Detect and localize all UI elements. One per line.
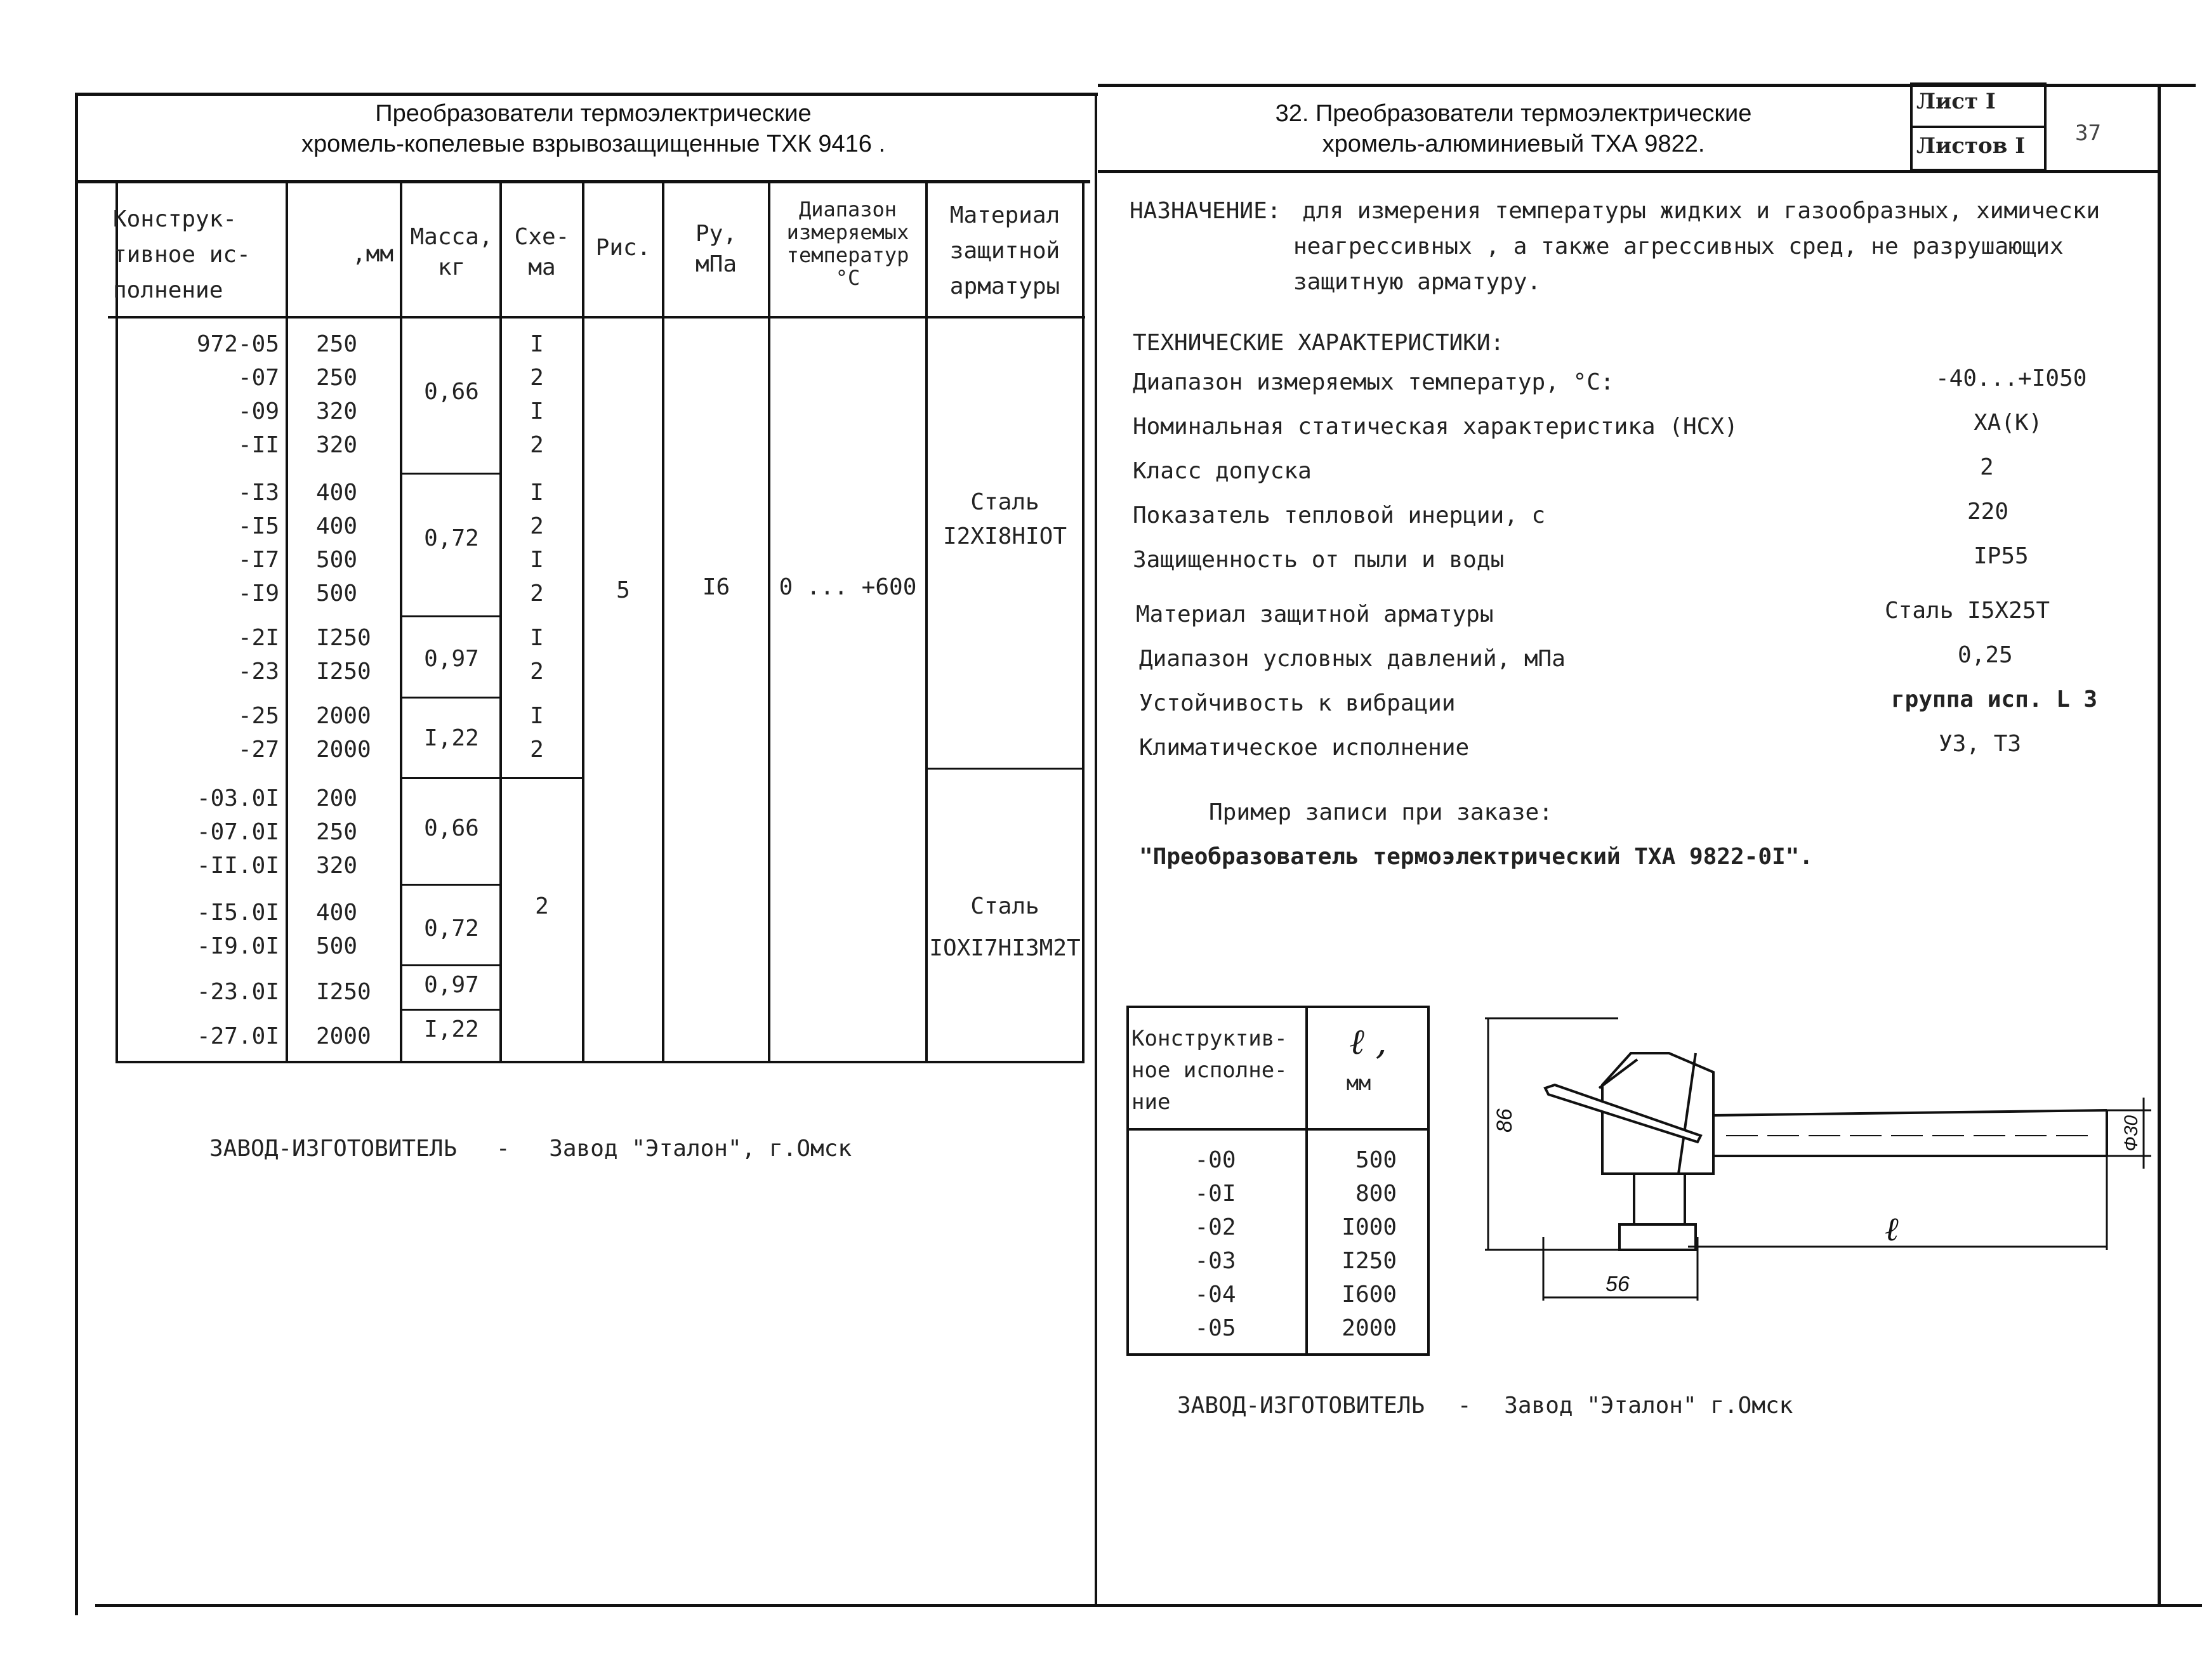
nut bbox=[1619, 1224, 1696, 1250]
lt-row-length: 500 bbox=[316, 933, 358, 959]
rt-row-length: I000 bbox=[1342, 1214, 1397, 1240]
lt-header-bottom bbox=[108, 316, 1085, 318]
lt-row-code: -27.0I bbox=[196, 1023, 279, 1049]
tech-item-label: Показатель тепловой инерции, с bbox=[1133, 502, 1546, 528]
lt-range: 0 ... +600 bbox=[779, 574, 917, 600]
lt-row-scheme: I bbox=[530, 480, 544, 506]
right-footer-dash: - bbox=[1457, 1393, 1472, 1419]
right-footer-label: ЗАВОД-ИЗГОТОВИТЕЛЬ bbox=[1177, 1393, 1425, 1419]
lt-mass-1: 0,66 bbox=[424, 379, 479, 405]
stem-top bbox=[1713, 1110, 2107, 1115]
lt-mass-sep-3 bbox=[400, 697, 502, 699]
lt-mass-sep-1 bbox=[400, 473, 502, 475]
page-number: 37 bbox=[2075, 121, 2101, 146]
sheet-lists: Листов I bbox=[1916, 133, 2026, 159]
lt-row-code: -07.0I bbox=[196, 819, 279, 845]
rt-head-construct-l2: ное исполне- bbox=[1131, 1058, 1288, 1083]
lt-scheme-sep bbox=[499, 777, 584, 779]
tech-item-label: Диапазон условных давлений, мПа bbox=[1139, 646, 1566, 672]
tech-item-label: Номинальная статическая характеристика (НСХ) bbox=[1133, 414, 1738, 440]
head-cap-line bbox=[1678, 1053, 1696, 1174]
rt-row-code: -0I bbox=[1194, 1181, 1236, 1207]
tech-item-value: ХА(К) bbox=[1974, 410, 2043, 436]
lt-mass-sep-6 bbox=[400, 964, 502, 966]
rt-row-code: -05 bbox=[1194, 1315, 1236, 1341]
lt-row-code: -09 bbox=[237, 398, 279, 424]
left-header-line2: хромель-копелевые взрывозащищенные ТХК 9416 . bbox=[301, 131, 885, 157]
rt-row-code: -02 bbox=[1194, 1214, 1236, 1240]
lt-row-length: 2000 bbox=[316, 737, 371, 763]
left-header-line1: Преобразователи термоэлектрические bbox=[375, 100, 812, 127]
purpose-block bbox=[1130, 194, 2139, 300]
neck bbox=[1634, 1174, 1685, 1224]
lt-row-code: -07 bbox=[237, 365, 279, 391]
lt-mass-8: I,22 bbox=[424, 1016, 479, 1042]
tech-item-label: Защищенность от пыли и воды bbox=[1133, 547, 1505, 573]
lt-row-code: -I3 bbox=[237, 480, 279, 506]
lt-row-code: -I7 bbox=[237, 547, 279, 573]
lt-row-code: -I9.0I bbox=[196, 933, 279, 959]
tech-item-label: Диапазон измеряемых температур, °С: bbox=[1133, 369, 1614, 395]
lt-row-length: 400 bbox=[316, 513, 358, 539]
example-label: Пример записи при заказе: bbox=[1209, 799, 1553, 825]
rt-head-construct bbox=[1131, 1023, 1303, 1118]
lt-row-length: 250 bbox=[316, 365, 358, 391]
lt-head-scheme-l2: ма bbox=[528, 254, 556, 280]
lt-row-code: -23.0I bbox=[196, 979, 279, 1005]
lt-mass-sep-5 bbox=[400, 884, 502, 886]
frame-bottom bbox=[95, 1604, 2202, 1607]
head-cap bbox=[1599, 1060, 1637, 1088]
lt-material-2-l1: Сталь bbox=[970, 893, 1039, 919]
purpose-line1 bbox=[1130, 194, 2139, 229]
lt-head-construct-l2: тивное ис- bbox=[113, 242, 251, 268]
lt-row-length: 500 bbox=[316, 547, 358, 573]
rt-head-construct-l1: Конструктив- bbox=[1131, 1026, 1288, 1051]
lt-head-material-l3: арматуры bbox=[949, 273, 1060, 299]
lt-row-length: I250 bbox=[316, 659, 371, 685]
lt-material-1-l2: I2XI8HIOT bbox=[942, 523, 1067, 549]
lt-material-1 bbox=[928, 485, 1082, 554]
lt-material-2-l2: IOXI7HI3M2T bbox=[929, 935, 1081, 961]
lt-row-code: -25 bbox=[237, 703, 279, 729]
lt-head-material bbox=[928, 198, 1082, 305]
tech-item-value: Сталь I5Х25Т bbox=[1885, 598, 2050, 624]
lt-head-mass-l1: Масса, bbox=[410, 224, 493, 250]
lt-mass-3: 0,97 bbox=[424, 646, 479, 672]
drawing-outline bbox=[1545, 1053, 2107, 1250]
lt-row-scheme: I bbox=[530, 331, 544, 357]
lt-row-scheme: I bbox=[530, 703, 544, 729]
right-footer bbox=[1177, 1393, 1793, 1419]
lt-row-length: 500 bbox=[316, 581, 358, 607]
tech-title: ТЕХНИЧЕСКИЕ ХАРАКТЕРИСТИКИ: bbox=[1133, 330, 1505, 356]
lt-material-2 bbox=[928, 886, 1082, 969]
lt-row-code: -I9 bbox=[237, 581, 279, 607]
frame-top-left bbox=[75, 93, 1098, 96]
lt-vline-8 bbox=[1082, 180, 1085, 1062]
lt-head-pressure-l2: мПа bbox=[695, 251, 737, 277]
purpose-text3: защитную арматуру. bbox=[1293, 269, 1541, 295]
lt-mass-4: I,22 bbox=[424, 725, 479, 751]
lt-head-material-l2: защитной bbox=[949, 238, 1060, 264]
lt-row-scheme: 2 bbox=[530, 365, 544, 391]
tech-item-value: -40...+I050 bbox=[1935, 365, 2087, 391]
lt-head-range-l1: Диапазон bbox=[798, 197, 897, 221]
lt-row-code: -23 bbox=[237, 659, 279, 685]
rt-header-line bbox=[1126, 1128, 1430, 1131]
lt-row-code: -I5 bbox=[237, 513, 279, 539]
example-value: "Преобразователь термоэлектрический ТХА 9822-0I". bbox=[1139, 844, 1814, 870]
frame-middle bbox=[1095, 93, 1097, 1606]
tech-item-label: Класс допуска bbox=[1133, 458, 1312, 484]
lt-row-length: 400 bbox=[316, 900, 358, 926]
lt-row-code: -I5.0I bbox=[196, 900, 279, 926]
rt-row-code: -00 bbox=[1194, 1147, 1236, 1173]
tech-item-value: У3, Т3 bbox=[1939, 731, 2022, 757]
lt-head-scheme-l1: Схе- bbox=[514, 224, 570, 250]
dim-length-label: ℓ bbox=[1885, 1211, 1899, 1249]
sheet-list: Лист I bbox=[1916, 89, 1996, 114]
tech-item-value: IP55 bbox=[1974, 543, 2029, 569]
tech-item-value: 2 bbox=[1980, 454, 1994, 480]
lt-row-code: 972-05 bbox=[196, 331, 279, 357]
rt-row-code: -04 bbox=[1194, 1282, 1236, 1308]
lt-row-code: -II.0I bbox=[196, 853, 279, 879]
lt-row-length: 250 bbox=[316, 331, 358, 357]
frame-left bbox=[75, 93, 78, 1615]
left-footer-label: ЗАВОД-ИЗГОТОВИТЕЛЬ bbox=[209, 1136, 458, 1162]
right-header-line1: 32. Преобразователи термоэлектрические bbox=[1275, 100, 1752, 127]
lt-row-code: -2I bbox=[237, 625, 279, 651]
lt-row-length: 2000 bbox=[316, 1023, 371, 1049]
lt-row-length: 200 bbox=[316, 785, 358, 811]
lt-vline-5 bbox=[662, 180, 664, 1062]
lt-head-scheme bbox=[502, 222, 582, 283]
left-footer-value: Завод "Эталон", г.Омск bbox=[549, 1136, 852, 1162]
lt-mass-5: 0,66 bbox=[424, 815, 479, 841]
rt-row-length: I250 bbox=[1342, 1248, 1397, 1274]
lt-scheme-group2: 2 bbox=[535, 893, 549, 919]
sheet-box-divider bbox=[1910, 126, 2047, 128]
lt-fig: 5 bbox=[616, 577, 630, 603]
lt-head-mass-l2: кг bbox=[437, 254, 466, 280]
lt-head-range-l3: температур bbox=[786, 243, 909, 267]
tech-item-value: 0,25 bbox=[1958, 642, 2013, 668]
lt-head-construct-l1: Конструк- bbox=[113, 206, 237, 232]
dim-width-label: 56 bbox=[1606, 1272, 1630, 1296]
lt-head-construct-l3: полнение bbox=[113, 277, 223, 303]
left-header bbox=[95, 98, 1091, 159]
lt-row-scheme: I bbox=[530, 547, 544, 573]
tech-item-label: Устойчивость к вибрации bbox=[1139, 690, 1456, 716]
lt-mass-sep-7 bbox=[400, 1009, 502, 1011]
rt-row-length: 500 bbox=[1355, 1147, 1397, 1173]
lt-head-mass bbox=[402, 222, 501, 283]
rt-row-code: -03 bbox=[1194, 1248, 1236, 1274]
lt-row-length: I250 bbox=[316, 979, 371, 1005]
lt-row-code: -II bbox=[237, 432, 279, 458]
lt-mass-2: 0,72 bbox=[424, 525, 479, 551]
frame-right bbox=[2158, 84, 2161, 1606]
purpose-text2: неагрессивных , а также агрессивных сред, не разрушающих bbox=[1293, 233, 2064, 259]
lt-row-scheme: 2 bbox=[530, 659, 544, 685]
right-header bbox=[1117, 98, 1910, 159]
lt-material-sep bbox=[925, 768, 1085, 770]
lt-row-scheme: I bbox=[530, 398, 544, 424]
lt-row-length: 320 bbox=[316, 398, 358, 424]
tech-item-label: Климатическое исполнение bbox=[1139, 735, 1470, 761]
purpose-text1: для измерения температуры жидких и газообразных, химически bbox=[1302, 198, 2100, 224]
lt-row-code: -03.0I bbox=[196, 785, 279, 811]
purpose-label: НАЗНАЧЕНИЕ: bbox=[1130, 198, 1281, 224]
lever bbox=[1545, 1085, 1701, 1142]
lt-head-range-l2: измеряемых bbox=[786, 220, 909, 244]
sensor-drawing bbox=[1472, 1015, 2164, 1320]
lt-row-length: 250 bbox=[316, 819, 358, 845]
lt-head-range bbox=[770, 198, 925, 289]
lt-row-scheme: 2 bbox=[530, 737, 544, 763]
rt-head-length-unit: мм bbox=[1346, 1071, 1371, 1095]
lt-row-length: 320 bbox=[316, 853, 358, 879]
right-footer-value: Завод "Эталон" г.Омск bbox=[1504, 1393, 1793, 1419]
left-footer-dash: - bbox=[496, 1136, 510, 1162]
tech-item-value: 220 bbox=[1967, 499, 2009, 525]
lt-row-length: 400 bbox=[316, 480, 358, 506]
rt-head-construct-l3: ние bbox=[1131, 1089, 1171, 1115]
tech-item-label: Материал защитной арматуры bbox=[1136, 601, 1494, 627]
dimensions bbox=[1485, 1018, 2151, 1301]
right-header-line2: хромель-алюминиевый ТХА 9822. bbox=[1322, 131, 1705, 157]
lt-mass-sep-2 bbox=[400, 615, 502, 617]
lt-vline-1 bbox=[286, 180, 288, 1062]
lt-head-construct bbox=[113, 202, 284, 308]
dim-height-label: 86 bbox=[1493, 1108, 1517, 1132]
lt-mass-7: 0,97 bbox=[424, 972, 479, 998]
lt-row-length: 2000 bbox=[316, 703, 371, 729]
left-footer bbox=[209, 1136, 852, 1162]
lt-head-material-l1: Материал bbox=[949, 202, 1060, 228]
rt-head-length-symbol: ℓ , bbox=[1349, 1021, 1387, 1063]
lt-material-1-l1: Сталь bbox=[970, 489, 1039, 515]
lt-row-scheme: 2 bbox=[530, 432, 544, 458]
lt-vline-0 bbox=[115, 180, 118, 1062]
lt-head-pressure-l1: Ру, bbox=[695, 221, 737, 247]
lt-head-pressure bbox=[664, 219, 768, 280]
lt-row-scheme: 2 bbox=[530, 581, 544, 607]
lt-head-range-l4: °С bbox=[835, 266, 861, 290]
rt-row-length: 2000 bbox=[1342, 1315, 1397, 1341]
lt-row-length: I250 bbox=[316, 625, 371, 651]
dim-diam-label: Ф30 bbox=[2121, 1115, 2142, 1152]
lt-bottom bbox=[115, 1061, 1085, 1063]
rt-row-length: 800 bbox=[1355, 1181, 1397, 1207]
tech-item-value: группа исп. L 3 bbox=[1891, 686, 2098, 712]
lt-vline-4 bbox=[582, 180, 584, 1062]
lt-row-length: 320 bbox=[316, 432, 358, 458]
lt-mass-sep-4 bbox=[400, 777, 502, 779]
lt-row-code: -27 bbox=[237, 737, 279, 763]
rt-row-length: I600 bbox=[1342, 1282, 1397, 1308]
lt-head-fig: Рис. bbox=[595, 235, 651, 261]
lt-mass-6: 0,72 bbox=[424, 915, 479, 942]
lt-row-scheme: 2 bbox=[530, 513, 544, 539]
lt-pressure: I6 bbox=[702, 574, 730, 600]
lt-row-scheme: I bbox=[530, 625, 544, 651]
lt-head-length: ,мм bbox=[352, 241, 393, 267]
lt-vline-6 bbox=[768, 180, 770, 1062]
